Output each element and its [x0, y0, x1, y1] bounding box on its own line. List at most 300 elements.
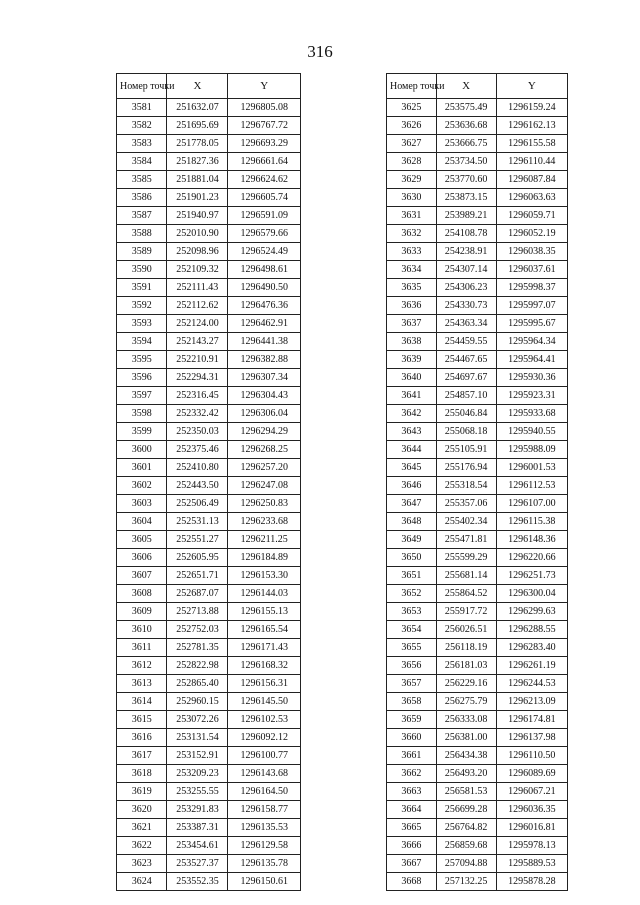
point-number-cell: 3654 — [387, 621, 437, 639]
table-header-row — [387, 74, 568, 99]
y-coordinate-cell: 1296244.53 — [496, 675, 567, 693]
point-number-cell: 3614 — [117, 693, 167, 711]
x-coordinate-cell: 252506.49 — [167, 495, 228, 513]
y-coordinate-cell: 1296135.53 — [228, 819, 301, 837]
point-number-cell: 3666 — [387, 837, 437, 855]
point-number-cell: 3611 — [117, 639, 167, 657]
x-coordinate-cell: 252109.32 — [167, 261, 228, 279]
point-number-cell: 3626 — [387, 117, 437, 135]
point-number-cell: 3620 — [117, 801, 167, 819]
point-number-cell: 3616 — [117, 729, 167, 747]
y-coordinate-cell: 1296089.69 — [496, 765, 567, 783]
x-coordinate-cell: 254238.91 — [436, 243, 496, 261]
point-number-cell: 3592 — [117, 297, 167, 315]
table-row — [117, 333, 301, 351]
x-coordinate-cell: 252294.31 — [167, 369, 228, 387]
table-row — [117, 585, 301, 603]
point-number-cell: 3650 — [387, 549, 437, 567]
x-coordinate-cell: 256118.19 — [436, 639, 496, 657]
x-coordinate-cell: 254307.14 — [436, 261, 496, 279]
y-coordinate-cell: 1296767.72 — [228, 117, 301, 135]
table-row — [117, 477, 301, 495]
table-row — [387, 747, 568, 765]
y-coordinate-cell: 1296268.25 — [228, 441, 301, 459]
y-coordinate-cell: 1296164.50 — [228, 783, 301, 801]
x-coordinate-cell: 256026.51 — [436, 621, 496, 639]
x-coordinate-cell: 257132.25 — [436, 873, 496, 891]
table-row — [387, 405, 568, 423]
table-row — [117, 135, 301, 153]
y-coordinate-cell: 1296288.55 — [496, 621, 567, 639]
x-coordinate-cell: 252865.40 — [167, 675, 228, 693]
point-number-cell: 3627 — [387, 135, 437, 153]
y-coordinate-cell: 1296261.19 — [496, 657, 567, 675]
point-number-cell: 3618 — [117, 765, 167, 783]
x-coordinate-cell: 256229.16 — [436, 675, 496, 693]
point-number-cell: 3625 — [387, 99, 437, 117]
point-number-cell: 3597 — [117, 387, 167, 405]
point-number-cell: 3641 — [387, 387, 437, 405]
table-row — [117, 369, 301, 387]
x-coordinate-cell: 252531.13 — [167, 513, 228, 531]
x-coordinate-cell: 253527.37 — [167, 855, 228, 873]
table-row — [117, 729, 301, 747]
point-number-cell: 3655 — [387, 639, 437, 657]
x-coordinate-cell: 251778.05 — [167, 135, 228, 153]
y-coordinate-cell: 1296624.62 — [228, 171, 301, 189]
header-x: X — [436, 74, 496, 99]
y-coordinate-cell: 1296441.38 — [228, 333, 301, 351]
point-number-cell: 3634 — [387, 261, 437, 279]
table-row — [117, 603, 301, 621]
table-row — [117, 153, 301, 171]
point-number-cell: 3646 — [387, 477, 437, 495]
x-coordinate-cell: 253552.35 — [167, 873, 228, 891]
table-row — [117, 315, 301, 333]
y-coordinate-cell: 1296001.53 — [496, 459, 567, 477]
point-number-cell: 3600 — [117, 441, 167, 459]
y-coordinate-cell: 1296476.36 — [228, 297, 301, 315]
x-coordinate-cell: 255357.06 — [436, 495, 496, 513]
x-coordinate-cell: 253636.68 — [436, 117, 496, 135]
table-row — [387, 495, 568, 513]
table-row — [387, 585, 568, 603]
y-coordinate-cell: 1296490.50 — [228, 279, 301, 297]
x-coordinate-cell: 254857.10 — [436, 387, 496, 405]
point-number-cell: 3612 — [117, 657, 167, 675]
y-coordinate-cell: 1296092.12 — [228, 729, 301, 747]
point-number-cell: 3584 — [117, 153, 167, 171]
x-coordinate-cell: 253734.50 — [436, 153, 496, 171]
y-coordinate-cell: 1295988.09 — [496, 441, 567, 459]
x-coordinate-cell: 251901.23 — [167, 189, 228, 207]
y-coordinate-cell: 1295997.07 — [496, 297, 567, 315]
y-coordinate-cell: 1296067.21 — [496, 783, 567, 801]
y-coordinate-cell: 1296233.68 — [228, 513, 301, 531]
x-coordinate-cell: 256434.38 — [436, 747, 496, 765]
x-coordinate-cell: 252210.91 — [167, 351, 228, 369]
y-coordinate-cell: 1295878.28 — [496, 873, 567, 891]
point-number-cell: 3581 — [117, 99, 167, 117]
y-coordinate-cell: 1295998.37 — [496, 279, 567, 297]
y-coordinate-cell: 1296283.40 — [496, 639, 567, 657]
y-coordinate-cell: 1296247.08 — [228, 477, 301, 495]
y-coordinate-cell: 1296162.13 — [496, 117, 567, 135]
point-number-cell: 3589 — [117, 243, 167, 261]
y-coordinate-cell: 1296036.35 — [496, 801, 567, 819]
table-row — [387, 171, 568, 189]
x-coordinate-cell: 252111.43 — [167, 279, 228, 297]
table-row — [117, 531, 301, 549]
table-row — [387, 729, 568, 747]
table-row — [387, 603, 568, 621]
y-coordinate-cell: 1296382.88 — [228, 351, 301, 369]
x-coordinate-cell: 256333.08 — [436, 711, 496, 729]
point-number-cell: 3630 — [387, 189, 437, 207]
table-row — [387, 297, 568, 315]
point-number-cell: 3637 — [387, 315, 437, 333]
point-number-cell: 3635 — [387, 279, 437, 297]
x-coordinate-cell: 255471.81 — [436, 531, 496, 549]
table-row — [117, 225, 301, 243]
point-number-cell: 3587 — [117, 207, 167, 225]
x-coordinate-cell: 252443.50 — [167, 477, 228, 495]
y-coordinate-cell: 1296052.19 — [496, 225, 567, 243]
y-coordinate-cell: 1296300.04 — [496, 585, 567, 603]
point-number-cell: 3648 — [387, 513, 437, 531]
x-coordinate-cell: 252350.03 — [167, 423, 228, 441]
x-coordinate-cell: 253575.49 — [436, 99, 496, 117]
point-number-cell: 3602 — [117, 477, 167, 495]
y-coordinate-cell: 1296155.58 — [496, 135, 567, 153]
page-number: 316 — [307, 42, 333, 61]
y-coordinate-cell: 1296110.50 — [496, 747, 567, 765]
x-coordinate-cell: 255599.29 — [436, 549, 496, 567]
y-coordinate-cell: 1296148.36 — [496, 531, 567, 549]
point-number-cell: 3652 — [387, 585, 437, 603]
x-coordinate-cell: 255681.14 — [436, 567, 496, 585]
x-coordinate-cell: 253291.83 — [167, 801, 228, 819]
y-coordinate-cell: 1296306.04 — [228, 405, 301, 423]
y-coordinate-cell: 1296257.20 — [228, 459, 301, 477]
y-coordinate-cell: 1296591.09 — [228, 207, 301, 225]
x-coordinate-cell: 256581.53 — [436, 783, 496, 801]
point-number-cell: 3667 — [387, 855, 437, 873]
y-coordinate-cell: 1296087.84 — [496, 171, 567, 189]
table-row — [117, 99, 301, 117]
table-row — [387, 387, 568, 405]
y-coordinate-cell: 1295964.41 — [496, 351, 567, 369]
y-coordinate-cell: 1296307.34 — [228, 369, 301, 387]
point-number-cell: 3591 — [117, 279, 167, 297]
x-coordinate-cell: 251940.97 — [167, 207, 228, 225]
table-row — [387, 333, 568, 351]
y-coordinate-cell: 1296251.73 — [496, 567, 567, 585]
point-number-cell: 3660 — [387, 729, 437, 747]
x-coordinate-cell: 254459.55 — [436, 333, 496, 351]
point-number-cell: 3607 — [117, 567, 167, 585]
table-row — [387, 531, 568, 549]
point-number-cell: 3619 — [117, 783, 167, 801]
header-point-number: Номер точки — [387, 74, 437, 99]
table-row — [117, 495, 301, 513]
x-coordinate-cell: 252375.46 — [167, 441, 228, 459]
table-row — [117, 441, 301, 459]
table-row — [387, 477, 568, 495]
y-coordinate-cell: 1296145.50 — [228, 693, 301, 711]
point-number-cell: 3649 — [387, 531, 437, 549]
y-coordinate-cell: 1295889.53 — [496, 855, 567, 873]
point-number-cell: 3617 — [117, 747, 167, 765]
y-coordinate-cell: 1296159.24 — [496, 99, 567, 117]
y-coordinate-cell: 1296102.53 — [228, 711, 301, 729]
point-number-cell: 3595 — [117, 351, 167, 369]
table-row — [117, 657, 301, 675]
table-row — [117, 549, 301, 567]
x-coordinate-cell: 253387.31 — [167, 819, 228, 837]
point-number-cell: 3657 — [387, 675, 437, 693]
point-number-cell: 3645 — [387, 459, 437, 477]
x-coordinate-cell: 253666.75 — [436, 135, 496, 153]
y-coordinate-cell: 1296110.44 — [496, 153, 567, 171]
table-row — [117, 711, 301, 729]
point-number-cell: 3629 — [387, 171, 437, 189]
x-coordinate-cell: 252605.95 — [167, 549, 228, 567]
x-coordinate-cell: 253770.60 — [436, 171, 496, 189]
point-number-cell: 3615 — [117, 711, 167, 729]
header-x: X — [167, 74, 228, 99]
table-row — [117, 297, 301, 315]
point-number-cell: 3663 — [387, 783, 437, 801]
table-row — [387, 837, 568, 855]
x-coordinate-cell: 255864.52 — [436, 585, 496, 603]
y-coordinate-cell: 1296100.77 — [228, 747, 301, 765]
table-row — [387, 711, 568, 729]
x-coordinate-cell: 252752.03 — [167, 621, 228, 639]
y-coordinate-cell: 1296605.74 — [228, 189, 301, 207]
point-number-cell: 3642 — [387, 405, 437, 423]
point-number-cell: 3640 — [387, 369, 437, 387]
y-coordinate-cell: 1296184.89 — [228, 549, 301, 567]
x-coordinate-cell: 252316.45 — [167, 387, 228, 405]
y-coordinate-cell: 1296155.13 — [228, 603, 301, 621]
table-row — [387, 441, 568, 459]
x-coordinate-cell: 255068.18 — [436, 423, 496, 441]
x-coordinate-cell: 252143.27 — [167, 333, 228, 351]
y-coordinate-cell: 1296037.61 — [496, 261, 567, 279]
point-number-cell: 3644 — [387, 441, 437, 459]
point-number-cell: 3659 — [387, 711, 437, 729]
point-number-cell: 3643 — [387, 423, 437, 441]
x-coordinate-cell: 254467.65 — [436, 351, 496, 369]
y-coordinate-cell: 1296059.71 — [496, 207, 567, 225]
x-coordinate-cell: 256699.28 — [436, 801, 496, 819]
point-number-cell: 3585 — [117, 171, 167, 189]
x-coordinate-cell: 252332.42 — [167, 405, 228, 423]
table-row — [387, 315, 568, 333]
x-coordinate-cell: 252651.71 — [167, 567, 228, 585]
point-number-cell: 3623 — [117, 855, 167, 873]
x-coordinate-cell: 256859.68 — [436, 837, 496, 855]
y-coordinate-cell: 1295923.31 — [496, 387, 567, 405]
point-number-cell: 3656 — [387, 657, 437, 675]
y-coordinate-cell: 1296294.29 — [228, 423, 301, 441]
point-number-cell: 3653 — [387, 603, 437, 621]
x-coordinate-cell: 252713.88 — [167, 603, 228, 621]
y-coordinate-cell: 1296038.35 — [496, 243, 567, 261]
x-coordinate-cell: 252687.07 — [167, 585, 228, 603]
x-coordinate-cell: 251695.69 — [167, 117, 228, 135]
y-coordinate-cell: 1296299.63 — [496, 603, 567, 621]
y-coordinate-cell: 1296144.03 — [228, 585, 301, 603]
table-row — [387, 117, 568, 135]
y-coordinate-cell: 1296579.66 — [228, 225, 301, 243]
x-coordinate-cell: 255318.54 — [436, 477, 496, 495]
point-number-cell: 3605 — [117, 531, 167, 549]
point-number-cell: 3624 — [117, 873, 167, 891]
x-coordinate-cell: 252960.15 — [167, 693, 228, 711]
table-row — [117, 423, 301, 441]
table-row — [387, 351, 568, 369]
point-number-cell: 3588 — [117, 225, 167, 243]
table-row — [387, 675, 568, 693]
y-coordinate-cell: 1296158.77 — [228, 801, 301, 819]
coordinates-table-left — [116, 73, 301, 891]
x-coordinate-cell: 253152.91 — [167, 747, 228, 765]
point-number-cell: 3613 — [117, 675, 167, 693]
table-row — [117, 207, 301, 225]
table-row — [117, 405, 301, 423]
point-number-cell: 3658 — [387, 693, 437, 711]
x-coordinate-cell: 253873.15 — [436, 189, 496, 207]
x-coordinate-cell: 251881.04 — [167, 171, 228, 189]
table-row — [387, 873, 568, 891]
table-row — [117, 837, 301, 855]
table-row — [387, 855, 568, 873]
table-row — [117, 261, 301, 279]
x-coordinate-cell: 254697.67 — [436, 369, 496, 387]
y-coordinate-cell: 1296524.49 — [228, 243, 301, 261]
x-coordinate-cell: 252112.62 — [167, 297, 228, 315]
y-coordinate-cell: 1296250.83 — [228, 495, 301, 513]
table-row — [117, 351, 301, 369]
table-row — [387, 693, 568, 711]
point-number-cell: 3606 — [117, 549, 167, 567]
x-coordinate-cell: 254363.34 — [436, 315, 496, 333]
x-coordinate-cell: 252551.27 — [167, 531, 228, 549]
point-number-cell: 3599 — [117, 423, 167, 441]
table-row — [387, 153, 568, 171]
x-coordinate-cell: 253255.55 — [167, 783, 228, 801]
point-number-cell: 3582 — [117, 117, 167, 135]
y-coordinate-cell: 1296165.54 — [228, 621, 301, 639]
point-number-cell: 3604 — [117, 513, 167, 531]
point-number-cell: 3622 — [117, 837, 167, 855]
x-coordinate-cell: 255105.91 — [436, 441, 496, 459]
y-coordinate-cell: 1296063.63 — [496, 189, 567, 207]
y-coordinate-cell: 1296462.91 — [228, 315, 301, 333]
coordinates-table-right — [386, 73, 568, 891]
x-coordinate-cell: 256381.00 — [436, 729, 496, 747]
y-coordinate-cell: 1296693.29 — [228, 135, 301, 153]
x-coordinate-cell: 254306.23 — [436, 279, 496, 297]
point-number-cell: 3664 — [387, 801, 437, 819]
point-number-cell: 3594 — [117, 333, 167, 351]
table-row — [117, 639, 301, 657]
x-coordinate-cell: 252098.96 — [167, 243, 228, 261]
table-row — [117, 783, 301, 801]
point-number-cell: 3601 — [117, 459, 167, 477]
y-coordinate-cell: 1296150.61 — [228, 873, 301, 891]
point-number-cell: 3633 — [387, 243, 437, 261]
y-coordinate-cell: 1296174.81 — [496, 711, 567, 729]
table-row — [117, 513, 301, 531]
point-number-cell: 3632 — [387, 225, 437, 243]
x-coordinate-cell: 253209.23 — [167, 765, 228, 783]
y-coordinate-cell: 1296016.81 — [496, 819, 567, 837]
x-coordinate-cell: 251827.36 — [167, 153, 228, 171]
table-row — [387, 243, 568, 261]
point-number-cell: 3596 — [117, 369, 167, 387]
table-row — [117, 387, 301, 405]
header-y: Y — [228, 74, 301, 99]
x-coordinate-cell: 254108.78 — [436, 225, 496, 243]
x-coordinate-cell: 252010.90 — [167, 225, 228, 243]
table-row — [117, 855, 301, 873]
table-row — [387, 423, 568, 441]
table-row — [387, 819, 568, 837]
x-coordinate-cell: 255176.94 — [436, 459, 496, 477]
table-row — [117, 459, 301, 477]
table-row — [117, 279, 301, 297]
x-coordinate-cell: 251632.07 — [167, 99, 228, 117]
point-number-cell: 3608 — [117, 585, 167, 603]
table-row — [387, 621, 568, 639]
y-coordinate-cell: 1296805.08 — [228, 99, 301, 117]
y-coordinate-cell: 1295930.36 — [496, 369, 567, 387]
table-row — [117, 873, 301, 891]
table-row — [117, 819, 301, 837]
table-row — [117, 693, 301, 711]
x-coordinate-cell: 255046.84 — [436, 405, 496, 423]
y-coordinate-cell: 1296498.61 — [228, 261, 301, 279]
table-row — [387, 639, 568, 657]
y-coordinate-cell: 1296213.09 — [496, 693, 567, 711]
table-row — [117, 567, 301, 585]
y-coordinate-cell: 1296220.66 — [496, 549, 567, 567]
y-coordinate-cell: 1296304.43 — [228, 387, 301, 405]
x-coordinate-cell: 256181.03 — [436, 657, 496, 675]
table-row — [117, 765, 301, 783]
header-point-number: Номер точки — [117, 74, 167, 99]
x-coordinate-cell: 253072.26 — [167, 711, 228, 729]
point-number-cell: 3651 — [387, 567, 437, 585]
point-number-cell: 3631 — [387, 207, 437, 225]
x-coordinate-cell: 253989.21 — [436, 207, 496, 225]
y-coordinate-cell: 1296129.58 — [228, 837, 301, 855]
y-coordinate-cell: 1295964.34 — [496, 333, 567, 351]
point-number-cell: 3636 — [387, 297, 437, 315]
point-number-cell: 3638 — [387, 333, 437, 351]
table-row — [387, 765, 568, 783]
table-row — [117, 117, 301, 135]
x-coordinate-cell: 256764.82 — [436, 819, 496, 837]
point-number-cell: 3590 — [117, 261, 167, 279]
point-number-cell: 3661 — [387, 747, 437, 765]
point-number-cell: 3665 — [387, 819, 437, 837]
table-row — [387, 459, 568, 477]
y-coordinate-cell: 1296168.32 — [228, 657, 301, 675]
